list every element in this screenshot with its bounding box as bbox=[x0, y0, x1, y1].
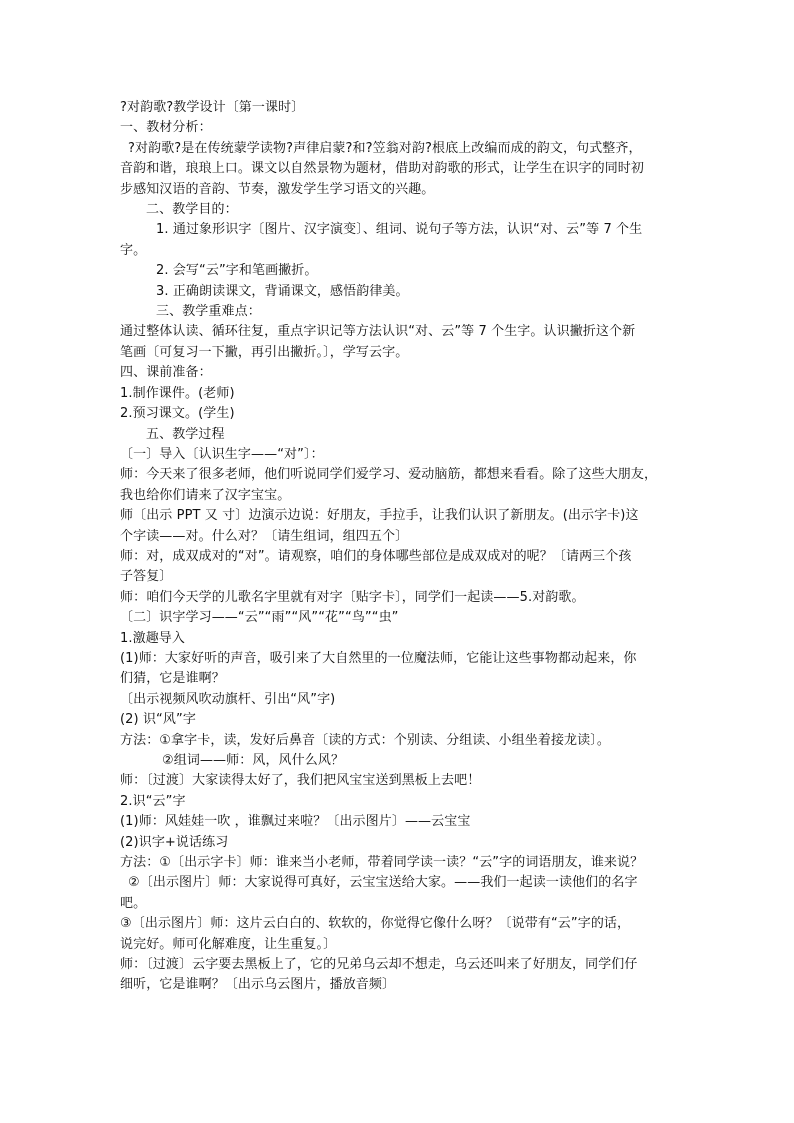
paragraph-line: ②组词——师：风，风什么风？ bbox=[162, 753, 345, 768]
paragraph-line: 我也给你们请来了汉字宝宝。 bbox=[120, 487, 291, 503]
paragraph-line: 们猜，它是谁啊？ bbox=[120, 671, 225, 687]
paragraph-line: 方法：①〔出示字卡〕师：谁来当小老师，带着同学读一读？“云”字的词语朋友，谁来说？ bbox=[120, 855, 644, 871]
list-item: 2.识“云”字 bbox=[120, 793, 186, 809]
paragraph-line: 字。 bbox=[120, 242, 147, 258]
list-item: 3. 正确朗读课文，背诵课文，感悟韵律美。 bbox=[156, 283, 409, 299]
section-heading-goals: 二、教学目的： bbox=[146, 202, 238, 218]
paragraph-line: (1)师：风娃娃一吹 ，谁飘过来啦？〔出示图片〕——云宝宝 bbox=[120, 814, 471, 830]
document-title: ?对韵歌?教学设计〔第一课时〕 bbox=[120, 100, 305, 115]
paragraph-line: 方法：①拿字卡，读，发好后鼻音〔读的方式：个别读、分组读、小组坐着接龙读〕。 bbox=[120, 732, 610, 748]
paragraph-line: 音韵和谐，琅琅上口。课文以自然景物为题材，借助对韵歌的形式，让学生在识字的同时初 bbox=[120, 161, 645, 177]
paragraph-line: 师〔出示 PPT 又 寸〕边演示边说：好朋友，手拉手，让我们认识了新朋友。(出示字卡)这 bbox=[120, 508, 639, 524]
paragraph-line: 步感知汉语的音韵、节奏，激发学生学习语文的兴趣。 bbox=[120, 181, 435, 197]
section-heading-analysis: 一、教材分析： bbox=[120, 120, 212, 136]
paragraph-line: 〔出示视频风吹动旗杆、引出“风”字) bbox=[120, 691, 336, 707]
list-item: 1. 通过象形识字〔图片、汉字演变〕、组词、说句子等方法，认识“对、云”等 7 个生 bbox=[156, 222, 643, 238]
paragraph-line: 吧。 bbox=[120, 895, 147, 911]
document-body bbox=[120, 98, 680, 996]
paragraph-line: 笔画〔可复习一下撇，再引出撇折。〕，学写云字。 bbox=[120, 344, 409, 360]
list-item: (2)识字+说话练习 bbox=[120, 834, 229, 850]
paragraph-line: (1)师：大家好听的声音，吸引来了大自然里的一位魔法师，它能让这些事物都动起来，你 bbox=[120, 650, 637, 666]
paragraph-line: ②〔出示图片〕师：大家说得可真好，云宝宝送给大家。——我们一起读一读他们的名字 bbox=[128, 875, 638, 891]
paragraph-line: 通过整体认读、循环往复，重点字识记等方法认识“对、云”等 7 个生字。认识撇折这个新 bbox=[120, 324, 636, 340]
paragraph-line: 师：对，成双成对的“对”。请观察，咱们的身体哪些部位是成双成对的呢？〔请两三个孩 bbox=[120, 548, 632, 564]
subsection-heading: 〔一〕导入〔认识生字——“对”〕： bbox=[120, 446, 324, 462]
paragraph-line: 说完好。师可化解难度，让生重复。〕 bbox=[120, 936, 337, 952]
list-item: 2. 会写“云”字和笔画撇折。 bbox=[156, 263, 318, 279]
section-heading-process: 五、教学过程 bbox=[146, 426, 225, 442]
list-item: (2) 识“风”字 bbox=[120, 712, 196, 728]
subsection-heading: 〔二〕识字学习——“云”“雨”“风”“花”“鸟”“虫” bbox=[120, 610, 399, 626]
paragraph-line: 师：〔过渡〕大家读得太好了，我们把风宝宝送到黑板上去吧！ bbox=[120, 773, 481, 789]
paragraph-line: 细听，它是谁啊？〔出示乌云图片，播放音频〕 bbox=[120, 977, 396, 993]
paragraph-line: ?对韵歌?是在传统蒙学读物?声律启蒙?和?笠翁对韵?根底上改编而成的韵文，句式整齐， bbox=[128, 140, 642, 156]
paragraph-line: ③〔出示图片〕师：这片云白白的、软软的，你觉得它像什么呀？〔说带有“云”字的话， bbox=[120, 916, 631, 932]
paragraph-line: 个字读——对。什么对？〔请生组词，组四五个〕 bbox=[120, 528, 409, 544]
section-heading-key-points: 三、教学重难点： bbox=[156, 304, 261, 320]
list-item: 2.预习课文。(学生) bbox=[120, 406, 235, 422]
paragraph-line: 师：咱们今天学的儿歌名字里就有对字〔贴字卡〕，同学们一起读——5.对韵歌。 bbox=[120, 589, 585, 605]
paragraph-line: 师：今天来了很多老师，他们听说同学们爱学习、爱动脑筋，都想来看看。除了这些大朋友， bbox=[120, 467, 658, 483]
list-item: 1.制作课件。(老师) bbox=[120, 385, 235, 401]
section-heading-preparation: 四、课前准备： bbox=[120, 365, 212, 381]
paragraph-line: 师：〔过渡〕云字要去黑板上了，它的兄弟乌云却不想走，乌云还叫来了好朋友，同学们仔 bbox=[120, 957, 638, 973]
list-item: 1.激趣导入 bbox=[120, 630, 186, 646]
paragraph-line: 子答复〕 bbox=[120, 569, 173, 585]
